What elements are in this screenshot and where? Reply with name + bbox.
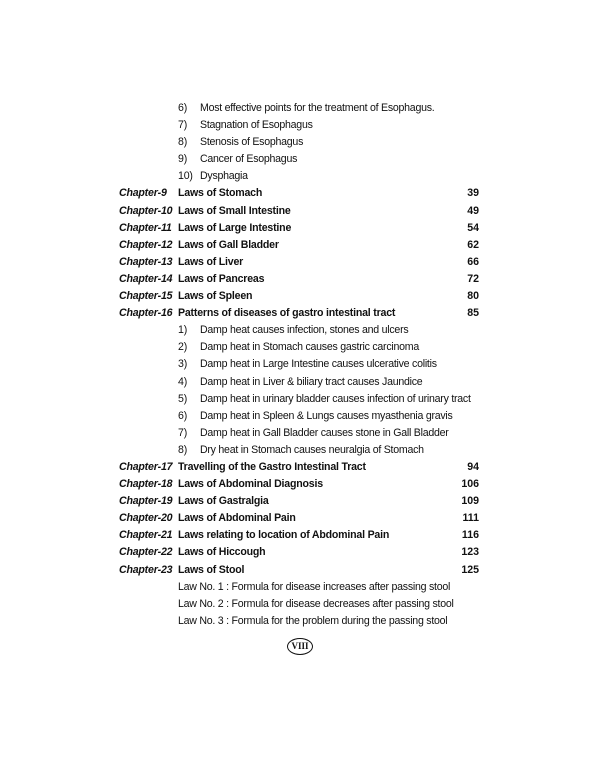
law-text: Law No. 3 : Formula for the problem during the passing stool <box>178 614 448 627</box>
item-text: Damp heat causes infection, stones and ulcers <box>200 324 409 337</box>
chapter-entry <box>0 493 598 510</box>
chapter-title: Laws of Stool <box>178 563 245 576</box>
item-text: Stagnation of Esophagus <box>200 119 313 132</box>
item-text: Damp heat in Gall Bladder causes stone in Gall Bladder <box>200 426 449 439</box>
item-text: Dry heat in Stomach causes neuralgia of Stomach <box>200 443 424 456</box>
item-number: 8) <box>178 443 188 456</box>
item-number: 3) <box>178 358 188 371</box>
chapter-page: 49 <box>467 204 479 217</box>
chapter-label: Chapter-19 <box>119 495 173 508</box>
chapter-title: Travelling of the Gastro Intestinal Tract <box>178 460 366 473</box>
list-item <box>0 374 598 391</box>
list-item <box>0 322 598 339</box>
chapter-title: Laws of Spleen <box>178 290 253 303</box>
chapter-page: 94 <box>467 460 479 473</box>
list-item <box>0 134 598 151</box>
item-number: 6) <box>178 409 188 422</box>
chapter-page: 66 <box>467 255 479 268</box>
chapter-label: Chapter-13 <box>119 255 173 268</box>
item-number: 5) <box>178 392 188 405</box>
chapter-page: 85 <box>467 307 479 320</box>
chapter-page: 62 <box>467 238 479 251</box>
chapter-entry <box>0 203 598 220</box>
chapter-label: Chapter-17 <box>119 460 173 473</box>
table-of-contents <box>0 100 598 630</box>
chapter-label: Chapter-14 <box>119 272 173 285</box>
chapter-label: Chapter-16 <box>119 307 173 320</box>
law-text: Law No. 1 : Formula for disease increases after passing stool <box>178 580 451 593</box>
item-number: 7) <box>178 119 188 132</box>
chapter-page: 72 <box>467 272 479 285</box>
item-text: Damp heat in Liver & biliary tract causes Jaundice <box>200 375 423 388</box>
chapter-page: 106 <box>461 478 479 491</box>
law-item <box>0 596 598 613</box>
item-number: 6) <box>178 102 188 114</box>
chapter-entry <box>0 305 598 322</box>
item-number: 1) <box>178 324 188 337</box>
chapter-label: Chapter-9 <box>119 187 167 200</box>
list-item <box>0 117 598 134</box>
item-text: Dysphagia <box>200 170 248 183</box>
chapter-title: Laws of Pancreas <box>178 272 265 285</box>
chapter-page: 123 <box>461 546 479 559</box>
chapter-title: Laws of Abdominal Diagnosis <box>178 478 323 491</box>
chapter-title: Laws of Gastralgia <box>178 495 269 508</box>
chapter-label: Chapter-21 <box>119 529 173 542</box>
chapter-entry <box>0 510 598 527</box>
chapter-page: 125 <box>461 563 479 576</box>
chapter-entry <box>0 237 598 254</box>
chapter-label: Chapter-23 <box>119 563 173 576</box>
item-text: Damp heat in Large Intestine causes ulcerative colitis <box>200 358 437 371</box>
chapter-title: Laws of Liver <box>178 255 244 268</box>
chapter-title: Laws of Large Intestine <box>178 221 292 234</box>
chapter-entry <box>0 544 598 561</box>
chapter-page: 80 <box>467 290 479 303</box>
chapter-entry <box>0 476 598 493</box>
chapter-label: Chapter-10 <box>119 204 173 217</box>
chapter-entry <box>0 271 598 288</box>
item-text: Damp heat in Spleen & Lungs causes myasthenia gravis <box>200 409 453 422</box>
chapter-page: 116 <box>461 529 479 542</box>
list-item <box>0 339 598 356</box>
item-number: 8) <box>178 136 188 149</box>
page-number: VIII <box>287 638 313 655</box>
chapter-label: Chapter-20 <box>119 512 173 525</box>
chapter-entry <box>0 459 598 476</box>
chapter-label: Chapter-11 <box>119 221 172 234</box>
chapter-page: 39 <box>467 187 479 200</box>
item-number: 4) <box>178 375 188 388</box>
law-item <box>0 613 598 630</box>
chapter-title: Patterns of diseases of gastro intestinal tract <box>178 307 396 320</box>
chapter-page: 111 <box>462 512 479 525</box>
item-number: 9) <box>178 153 188 166</box>
item-number: 10) <box>178 170 193 183</box>
list-item <box>0 100 598 117</box>
item-number: 7) <box>178 426 188 439</box>
chapter-title: Laws of Gall Bladder <box>178 238 279 251</box>
chapter-label: Chapter-15 <box>119 290 173 303</box>
chapter-entry <box>0 288 598 305</box>
law-text: Law No. 2 : Formula for disease decreases after passing stool <box>178 597 454 610</box>
chapter-page: 109 <box>461 495 479 508</box>
list-item <box>0 408 598 425</box>
list-item <box>0 168 598 185</box>
chapter-entry <box>0 527 598 544</box>
chapter-label: Chapter-22 <box>119 546 173 559</box>
chapter-page: 54 <box>467 221 479 234</box>
list-item <box>0 356 598 373</box>
chapter-entry <box>0 220 598 237</box>
chapter-entry <box>0 185 598 202</box>
chapter-label: Chapter-18 <box>119 478 173 491</box>
chapter-title: Laws of Stomach <box>178 187 263 200</box>
chapter-title: Laws relating to location of Abdominal Pain <box>178 529 390 542</box>
list-item <box>0 151 598 168</box>
list-item <box>0 425 598 442</box>
item-text: Damp heat in urinary bladder causes infection of urinary tract <box>200 392 471 405</box>
chapter-entry <box>0 562 598 579</box>
chapter-entry <box>0 254 598 271</box>
chapter-title: Laws of Abdominal Pain <box>178 512 296 525</box>
law-item <box>0 579 598 596</box>
item-number: 2) <box>178 341 188 354</box>
list-item <box>0 391 598 408</box>
chapter-label: Chapter-12 <box>119 238 173 251</box>
item-text: Cancer of Esophagus <box>200 153 298 166</box>
list-item <box>0 442 598 459</box>
chapter-title: Laws of Hiccough <box>178 546 266 559</box>
item-text: Stenosis of Esophagus <box>200 136 304 149</box>
chapter-title: Laws of Small Intestine <box>178 204 291 217</box>
item-text: Most effective points for the treatment of Esophagus. <box>200 102 435 114</box>
item-text: Damp heat in Stomach causes gastric carcinoma <box>200 341 419 354</box>
